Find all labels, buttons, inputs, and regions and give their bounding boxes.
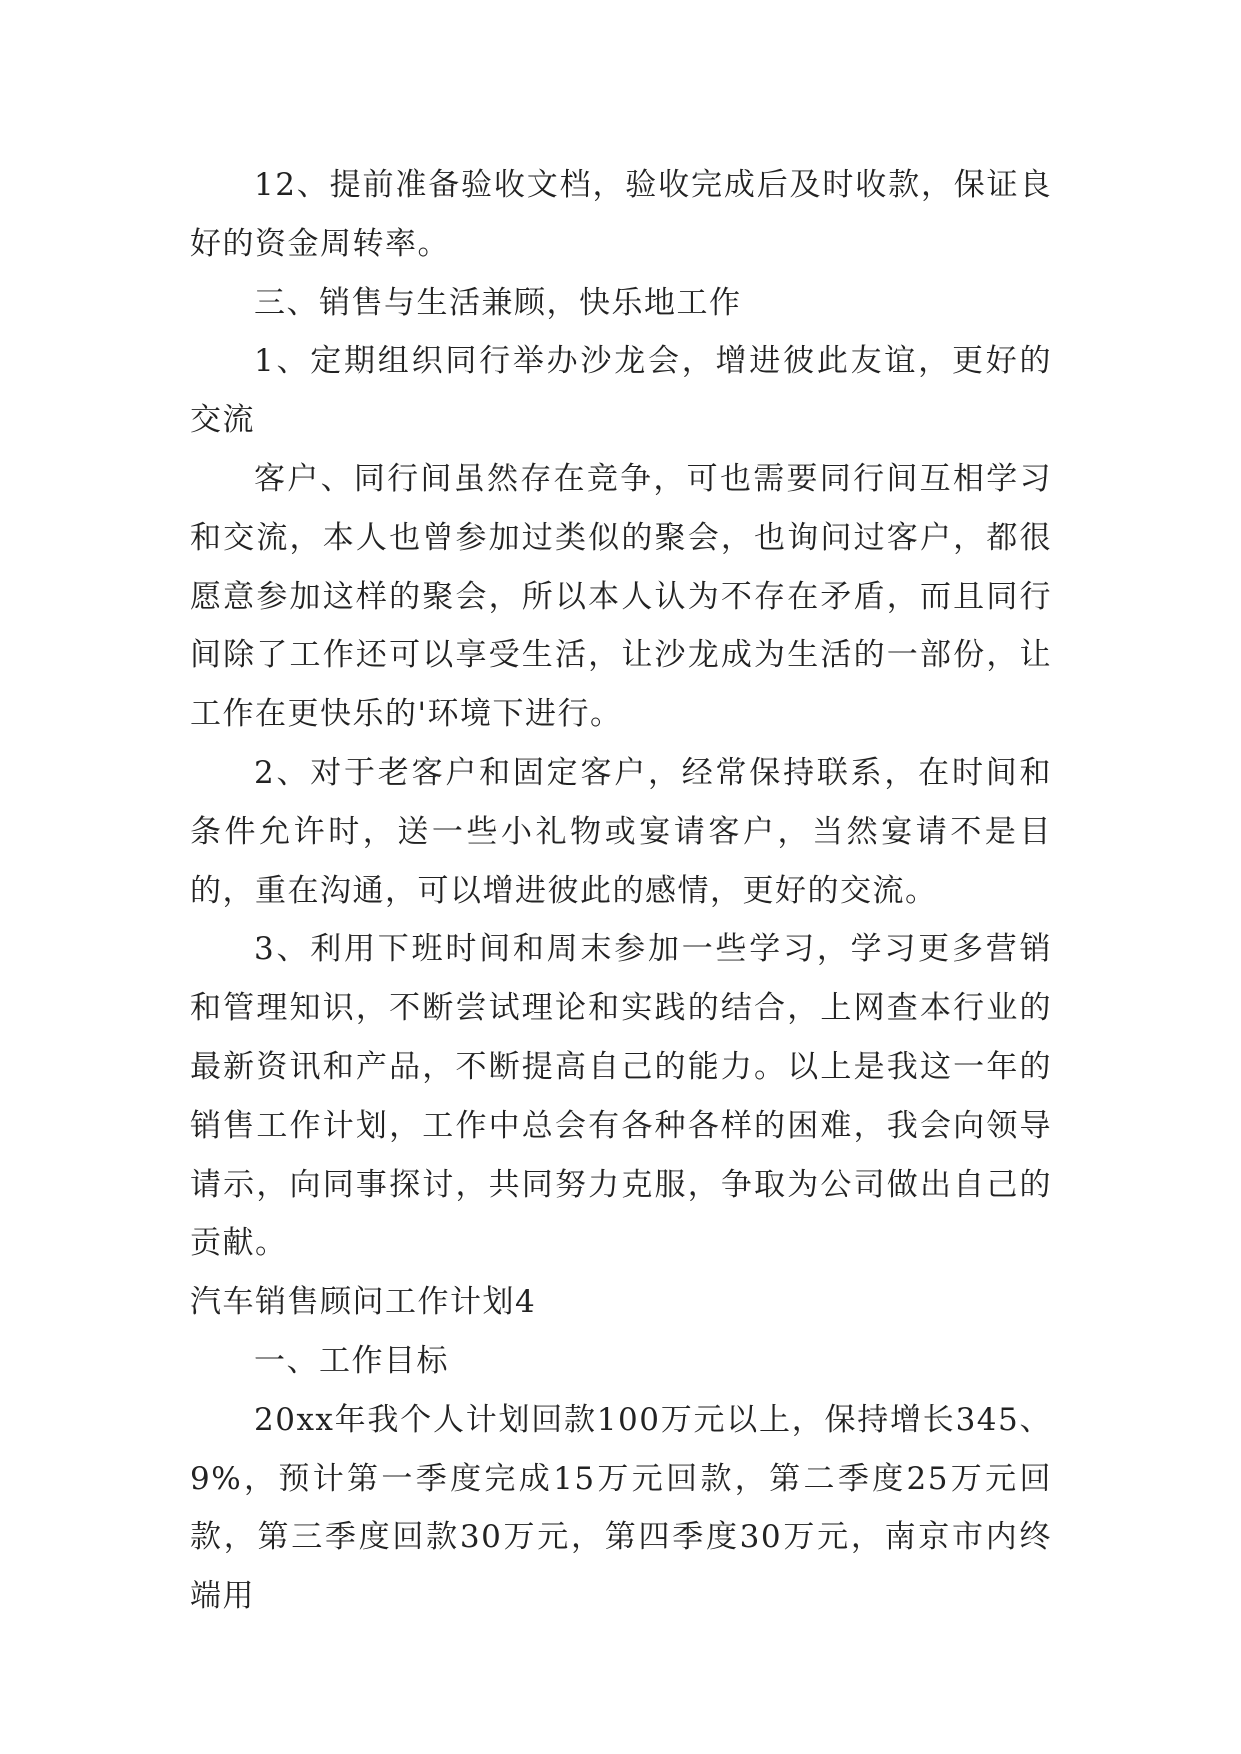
- paragraph-item-2: 2、对于老客户和固定客户，经常保持联系，在时间和条件允许时，送一些小礼物或宴请客户，当然宴请不是目的，重在沟通，可以增进彼此的感情，更好的交流。: [190, 754, 1052, 909]
- paragraph-item-12: 12、提前准备验收文档，验收完成后及时收款，保证良好的资金周转率。: [190, 167, 1052, 262]
- section-heading-3: 三、销售与生活兼顾，快乐地工作: [254, 284, 742, 321]
- paragraph-item-1: 1、定期组织同行举办沙龙会，增进彼此友谊，更好的交流: [190, 343, 1052, 439]
- paragraph-item-3: 3、利用下班时间和周末参加一些学习，学习更多营销和管理知识，不断尝试理论和实践的结合，上网查本行业的最新资讯和产品，不断提高自己的能力。以上是我这一年的销售工作计划，工作中总会有各种各样的困难，我会向领导请示，向同事探讨，共同努力克服，争取为公司做出自己的贡献。: [190, 931, 1052, 1262]
- document-subtitle: 汽车销售顾问工作计划4: [190, 1284, 537, 1321]
- paragraph-clients: 客户、同行间虽然存在竞争，可也需要同行间互相学习和交流，本人也曾参加过类似的聚会，也询问过客户，都很愿意参加这样的聚会，所以本人认为不存在矛盾，而且同行间除了工作还可以享受生活，让沙龙成为生活的一部份，让工作在更快乐的'环境下进行。: [190, 460, 1052, 733]
- section-heading-1: 一、工作目标: [254, 1342, 449, 1379]
- document-body: [190, 156, 1052, 1626]
- paragraph-targets: 20xx年我个人计划回款100万元以上，保持增长345、9%，预计第一季度完成15万元回款，第二季度25万元回款，第三季度回款30万元，第四季度30万元，南京市内终端用: [190, 1401, 1052, 1615]
